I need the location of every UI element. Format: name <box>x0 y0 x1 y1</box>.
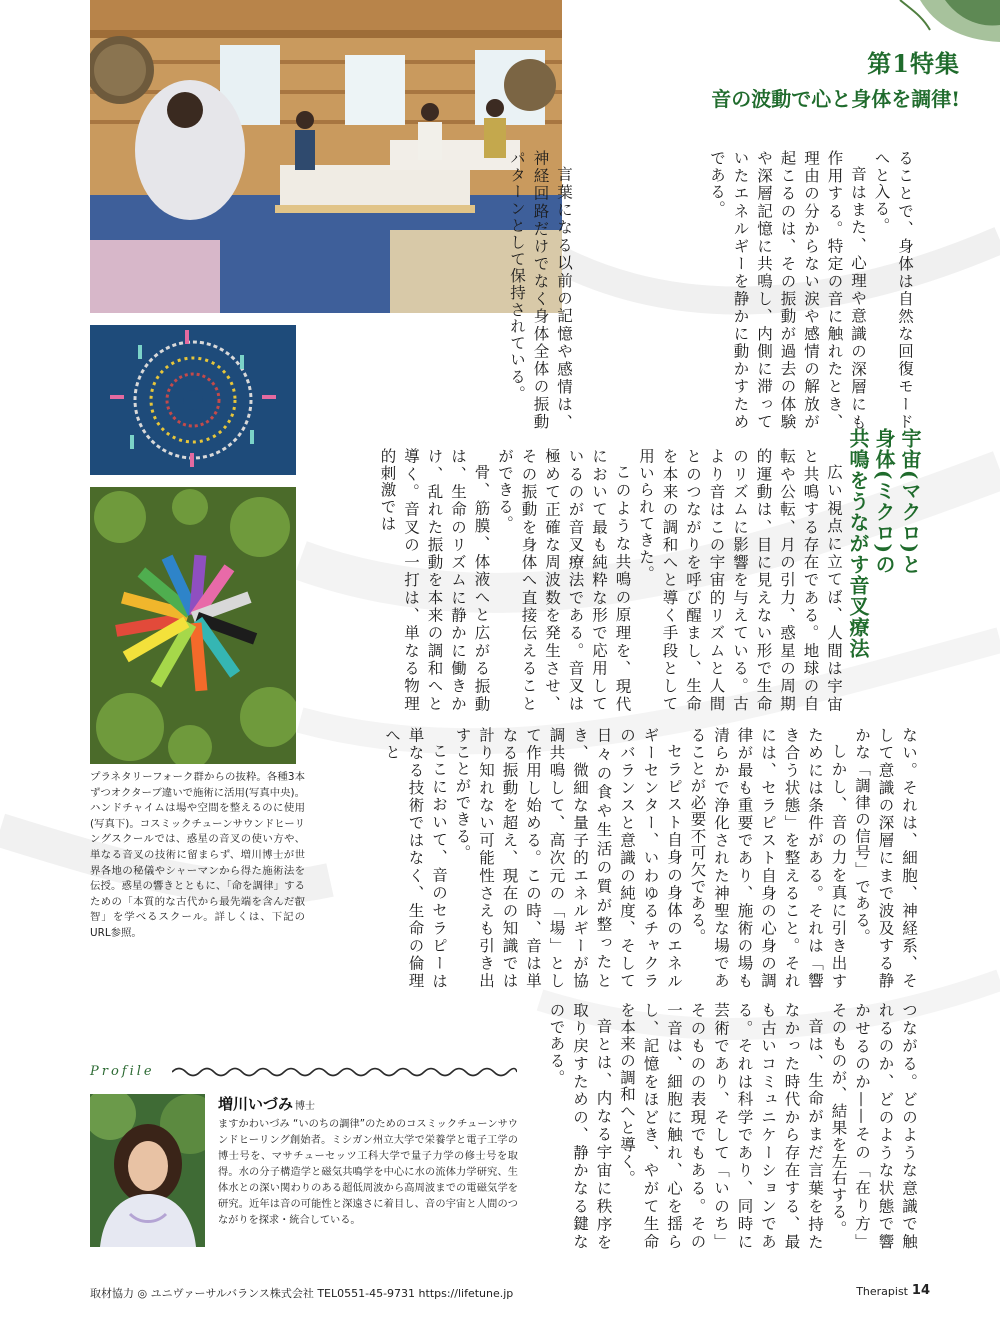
article-column-1 <box>592 150 916 430</box>
profile-portrait <box>90 1094 205 1247</box>
section-heading-line: 宇宙(マクロ)と <box>898 428 922 575</box>
article-paragraph: 骨、筋膜、体液へと広がる振動は、生命のリズムに静かに働きかけ、乱れた振動を本来の調和へと導く。音叉の一打は、単なる物理的刺激では <box>378 448 491 712</box>
article-paragraph: 言葉になる以前の記憶や感情は、神経回路だけでなく身体全体の振動パターンとして保持されている。 <box>508 150 573 430</box>
footer-credit: 取材協力 ◎ ユニヴァーサルバランス株式会社 TEL0551-45-9731 https://lifetune.jp <box>90 1287 514 1300</box>
profile-bio: ますかわいづみ “いのちの調律”のためのコスミックチューンサウンドヒーリング創始者。ミシガン州立大学で栄養学と電子工学の博士号を、マサチューセッツ工科大学で量子力学の修士号を取得。水の分子構造学と磁気共鳴学を中心に水の流体力学研究、生体水との深い関わりのある超低周波から高周波までの電磁気学を研究。近年は音の可能性と深遠さに着目し、音の宇宙と人間のつながりを探求・統合している。 <box>218 1119 518 1226</box>
article-paragraph: このような共鳴の原理を、現代において最も純粋な形で応用しているのが音叉療法である。音叉は極めて正確な周波数を発生させ、その振動を身体へ直接伝えることができる。 <box>496 448 632 712</box>
article-paragraph: ない。それは、細胞、神経系、そして意識の深層にまで波及する静かな「調律の信号」である。 <box>853 727 918 989</box>
photo-caption: プラネタリーフォーク群からの抜粋。各種3本ずつオクターブ違いで施術に活用(写真中央)。ハンドチャイムは場や空間を整えるのに使用(写真下)。コスミックチューンサウンドヒーリングスクールでは、惑星の音叉の使い方や、単なる音叉の技術に留まらず、増川博士が世界各地の秘儀やシャーマンから得た施術法を伝授。惑星の響きとともに、「命を調律」するための「本質的な古代から最先端を含んだ叡智」を学べるスクール。詳しくは、下記のURL参照。 <box>90 771 305 939</box>
photo-hand-chimes <box>90 487 296 764</box>
article-column-3 <box>355 448 845 712</box>
article-paragraph: 音とは、内なる宇宙に秩序を取り戻すための、静かなる鍵なのである。 <box>547 1002 613 1250</box>
section-heading-line: 身体(ミクロ)の <box>872 428 896 575</box>
feature-label: 第1特集 <box>867 49 960 78</box>
feature-title: 音の波動で心と身体を調律! <box>711 87 960 111</box>
article-paragraph: ここにおいて、音のセラピーは単なる技術ではなく、生命の倫理へと <box>383 727 448 989</box>
section-heading-line: 共鳴をうながす音叉療法 <box>846 428 870 659</box>
magazine-name: Therapist <box>856 1285 908 1298</box>
section-heading <box>845 428 923 728</box>
article-paragraph: 広い視点に立てば、人間は宇宙と共鳴する存在である。地球の自転や公転、月の引力、惑星の周期的運動は、目に見えない形で生命のリズムに影響を与えている。古より音はこの宇宙的リズムと人間とのつながりを呼び醒まし、生命を本来の調和へと導く手段として用いられてきた。 <box>637 448 843 712</box>
article-paragraph: 音は、生命がまだ言葉を持たなかった時代から存在する、最も古いコミュニケーションである。それは科学であり、同時に芸術であり、そして「いのち」そのものの表現でもある。その一音は、細胞に触れ、心を揺らし、記憶をほどき、やがて生命を本来の調和へと導く。 <box>618 1002 824 1250</box>
article-paragraph: ることで、身体は自然な回復モードへと入る。 <box>872 150 914 430</box>
article-paragraph: セラピスト自身の身体のエネルギーセンター、いわゆるチャクラのバランスと意識の純度、そして日々の食や生活の質が整ったとき、微細な量子的エネルギーが協調共鳴して、高次元の「場」として作用し始める。この時、音は単なる振動を超え、現在の知識では計り知れない可能性さえも引き出すことができる。 <box>453 727 683 989</box>
article-column-2 <box>355 150 575 430</box>
profile-label: Profile <box>90 1064 155 1079</box>
photo-planetary-tuning-forks <box>90 325 296 475</box>
article-column-5 <box>540 1002 920 1250</box>
profile-name <box>218 1093 315 1114</box>
feature-header <box>711 44 960 112</box>
page-number: 14 <box>911 1283 930 1298</box>
article-paragraph: しかし、音の力を真に引き出すためには条件がある。それは「響き合う状態」を整えること。それには、セラピスト自身の心身の調律が最も重要であり、施術の場も清らかで浄化された神聖な場であることが必要不可欠である。 <box>688 727 848 989</box>
article-paragraph: つながる。どのような意識で触れるのか、どのような状態で響かせるのか——その「在り方」そのものが、結果を左右する。 <box>829 1002 918 1250</box>
profile-name-text: 増川いづみ <box>218 1095 294 1113</box>
article-paragraph: 音はまた、心理や意識の深層にも作用する。特定の音に触れたとき、理由の分からない涙や感情の解放が起こるのは、その振動が過去の体験や深層記憶に共鳴し、内側に滞っていたエネルギーを静かに動かすためである。 <box>708 150 867 430</box>
profile-title-suffix: 博士 <box>295 1101 316 1112</box>
article-column-4 <box>355 727 920 989</box>
wave-divider-icon <box>172 1065 517 1079</box>
